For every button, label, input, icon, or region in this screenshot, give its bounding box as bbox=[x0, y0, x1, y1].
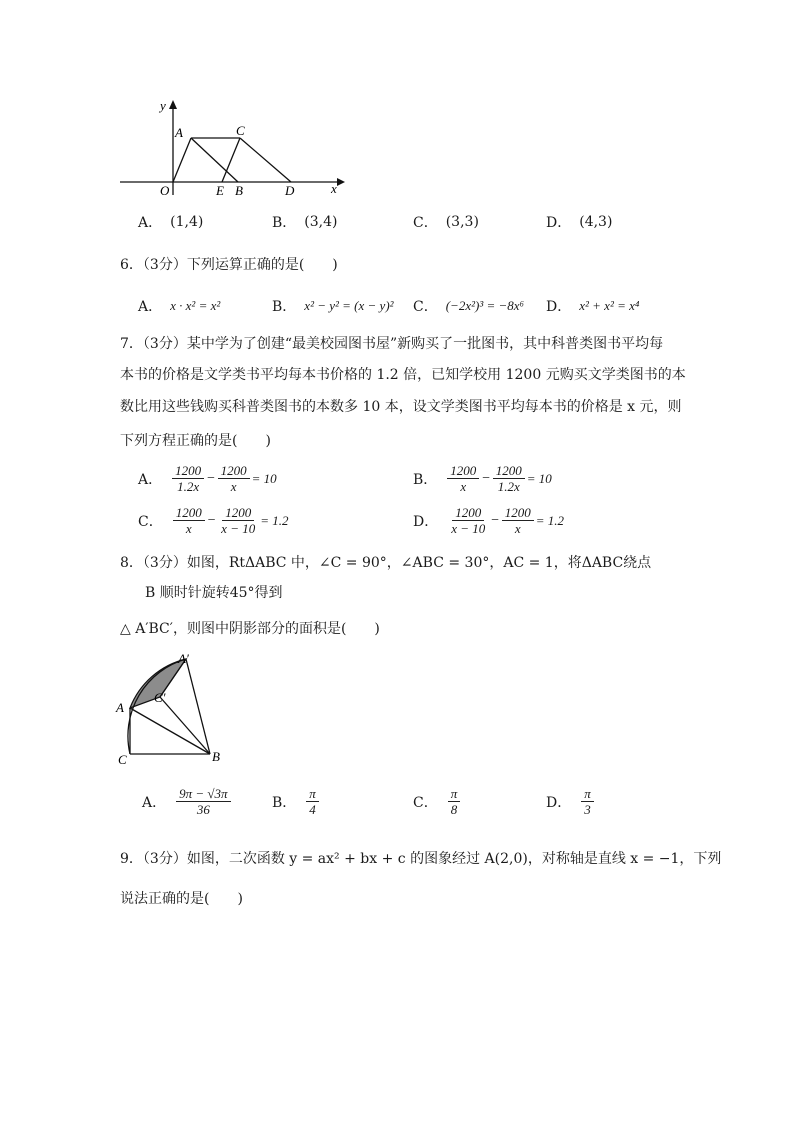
q6-option-b[interactable]: B． x² − y² = (x − y)² bbox=[272, 298, 394, 315]
q6-stem: 6．（3分）下列运算正确的是( ) bbox=[120, 257, 338, 273]
fraction: $\frac{1200}{x - 10}$ bbox=[451, 505, 486, 536]
q7-line-4: 下列方程正确的是( ) bbox=[120, 433, 271, 449]
q7-line-1: 7．（3分）某中学为了创建“最美校园图书屋”新购买了一批图书，其中科普类图书平均每 bbox=[120, 336, 664, 352]
q7-option-a[interactable]: A． $\frac{1200}{1.2x}$ − $\frac{1200}{x}$ = 10 bbox=[138, 463, 277, 494]
q8-line-3: △ A′BC′，则图中阴影部分的面积是( ) bbox=[120, 621, 380, 637]
q7-option-c[interactable]: C． $\frac{1200}{x}$ − $\frac{1200}{x - 10}$ = 1.2 bbox=[138, 505, 289, 536]
q7-line-2: 本书的价格是文学类书平均每本书价格的 1.2 倍，已知学校用 1200 元购买文学类图书的本 bbox=[120, 367, 686, 383]
fraction: $\frac{\pi}{4}$ bbox=[306, 786, 319, 817]
q5-option-b[interactable]: B． (3,4) bbox=[272, 214, 338, 231]
label-O: O bbox=[160, 183, 170, 198]
q7-option-d[interactable]: D． $\frac{1200}{x - 10}$ − $\frac{1200}{x}$ = 1.2 bbox=[413, 505, 565, 536]
label-C1: C′ bbox=[154, 690, 166, 705]
label-C: C bbox=[118, 752, 127, 767]
fraction: $\frac{\pi}{3}$ bbox=[581, 786, 594, 817]
label-y: y bbox=[160, 98, 166, 113]
label-B: B bbox=[235, 183, 243, 198]
label-A: A bbox=[116, 700, 124, 715]
label-B: B bbox=[212, 749, 220, 764]
label-C: C bbox=[236, 123, 245, 138]
q8-option-d[interactable]: D． $\frac{\pi}{3}$ bbox=[546, 786, 596, 817]
q8-option-c[interactable]: C． $\frac{\pi}{8}$ bbox=[413, 786, 462, 817]
segment-CD bbox=[240, 138, 291, 182]
q8-option-b[interactable]: B． $\frac{\pi}{4}$ bbox=[272, 786, 321, 817]
x-axis-arrow bbox=[337, 178, 345, 186]
q5-option-a[interactable]: A． (1,4) bbox=[138, 214, 204, 231]
segment-OA bbox=[173, 138, 191, 182]
q5-option-d[interactable]: D． (4,3) bbox=[546, 214, 613, 231]
label-A1: A′ bbox=[178, 651, 189, 666]
q8-line-2: B 顺时针旋转45°得到 bbox=[145, 585, 283, 601]
q8-option-a[interactable]: A． $\frac{9\pi - √3\pi}{36}$ bbox=[142, 786, 233, 817]
label-A: A bbox=[175, 125, 183, 140]
q9-line-2: 说法正确的是( ) bbox=[120, 891, 243, 907]
label-x: x bbox=[331, 181, 337, 196]
segment-AB bbox=[130, 708, 210, 754]
fraction: $\frac{1200}{x}$ bbox=[218, 463, 250, 494]
q5-option-c[interactable]: C． (3,3) bbox=[413, 214, 479, 231]
label-D: D bbox=[285, 183, 295, 198]
q9-line-1: 9．（3分）如图，二次函数 y = ax² + bx + c 的图象经过 A(2,0)，对称轴是直线 x = −1，下列 bbox=[120, 851, 722, 867]
q5-figure bbox=[115, 95, 350, 200]
fraction: $\frac{\pi}{8}$ bbox=[448, 786, 461, 817]
q7-option-b[interactable]: B． $\frac{1200}{x}$ − $\frac{1200}{1.2x}$ = 10 bbox=[413, 463, 552, 494]
fraction: $\frac{1200}{x}$ bbox=[173, 505, 205, 536]
fraction: $\frac{1200}{1.2x}$ bbox=[172, 463, 204, 494]
label-E: E bbox=[216, 183, 224, 198]
y-axis-arrow bbox=[169, 100, 177, 109]
fraction: $\frac{1200}{1.2x}$ bbox=[493, 463, 525, 494]
q6-option-a[interactable]: A． x · x² = x² bbox=[138, 298, 221, 315]
q7-line-3: 数比用这些钱购买科普类图书的本数多 10 本，设文学类图书平均每本书的价格是 x 元，则 bbox=[120, 399, 682, 415]
q8-figure bbox=[110, 648, 230, 768]
q6-option-d[interactable]: D． x² + x² = x⁴ bbox=[546, 298, 640, 315]
arc-CA1 bbox=[128, 659, 186, 754]
fraction: $\frac{1200}{x - 10}$ bbox=[221, 505, 256, 536]
fraction: $\frac{9\pi - √3\pi}{36}$ bbox=[176, 786, 230, 817]
fraction: $\frac{1200}{x}$ bbox=[447, 463, 479, 494]
q6-option-c[interactable]: C． (−2x²)³ = −8x⁶ bbox=[413, 298, 525, 315]
q8-line-1: 8．（3分）如图，RtΔABC 中，∠C = 90°，∠ABC = 30°，AC = 1，将ΔABC绕点 bbox=[120, 555, 652, 571]
fraction: $\frac{1200}{x}$ bbox=[502, 505, 534, 536]
